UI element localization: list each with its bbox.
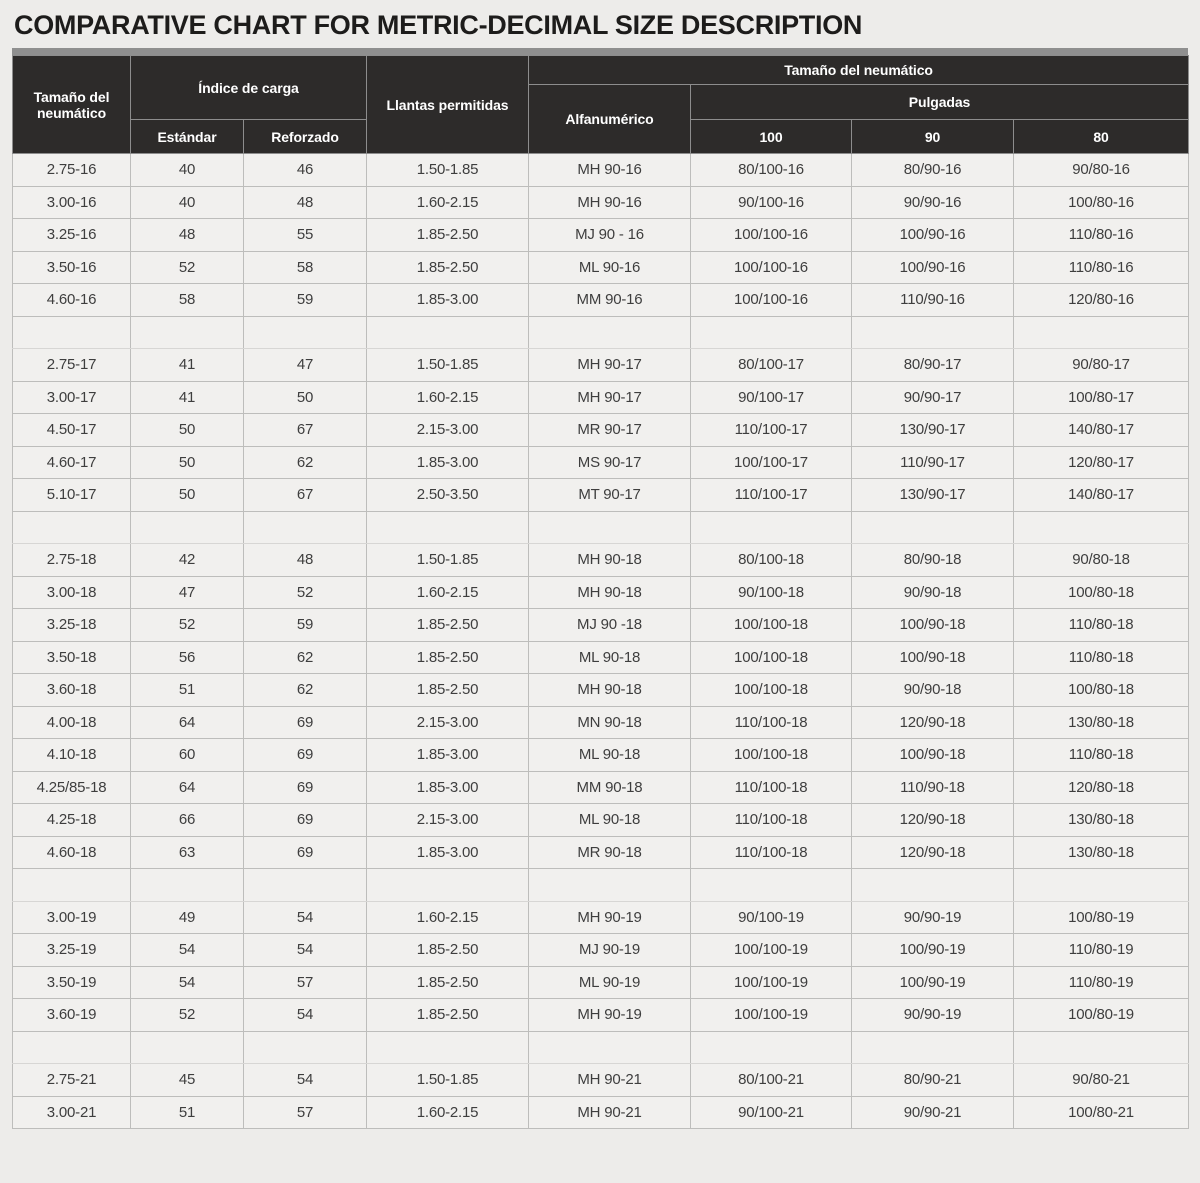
- table-cell: 4.60-18: [13, 836, 131, 869]
- table-cell: 90/80-18: [1014, 544, 1189, 577]
- table-cell: 41: [131, 381, 244, 414]
- table-cell: ML 90-16: [529, 251, 691, 284]
- header-alphanumeric: Alfanumérico: [529, 85, 691, 154]
- table-cell: 140/80-17: [1014, 414, 1189, 447]
- table-cell: 80/90-18: [852, 544, 1014, 577]
- table-row: [13, 966, 1189, 999]
- table-cell: MH 90-16: [529, 154, 691, 187]
- table-cell: 120/80-17: [1014, 446, 1189, 479]
- table-cell: 67: [244, 479, 367, 512]
- table-cell: 110/100-18: [691, 836, 852, 869]
- table-cell: 3.00-18: [13, 576, 131, 609]
- table-cell: 130/90-17: [852, 479, 1014, 512]
- empty-cell: [691, 316, 852, 349]
- header-inches: Pulgadas: [691, 85, 1189, 120]
- table-cell: 1.85-3.00: [367, 284, 529, 317]
- table-cell: 1.60-2.15: [367, 381, 529, 414]
- header-standard: Estándar: [131, 120, 244, 154]
- table-row: [13, 381, 1189, 414]
- table-cell: MH 90-18: [529, 544, 691, 577]
- table-cell: 59: [244, 609, 367, 642]
- table-cell: 54: [244, 934, 367, 967]
- table-cell: 69: [244, 804, 367, 837]
- table-cell: 1.60-2.15: [367, 901, 529, 934]
- empty-cell: [13, 316, 131, 349]
- table-cell: 46: [244, 154, 367, 187]
- table-cell: 1.85-2.50: [367, 219, 529, 252]
- table-cell: 100/100-18: [691, 641, 852, 674]
- empty-cell: [852, 316, 1014, 349]
- table-cell: 51: [131, 1096, 244, 1129]
- table-row: [13, 836, 1189, 869]
- table-cell: 80/90-17: [852, 349, 1014, 382]
- table-row: [13, 1096, 1189, 1129]
- table-cell: 51: [131, 674, 244, 707]
- table-cell: 54: [244, 999, 367, 1032]
- table-cell: 80/90-16: [852, 154, 1014, 187]
- table-cell: 100/80-17: [1014, 381, 1189, 414]
- table-cell: MH 90-19: [529, 901, 691, 934]
- table-row: [13, 771, 1189, 804]
- table-cell: 56: [131, 641, 244, 674]
- table-cell: 58: [131, 284, 244, 317]
- comparison-table: [12, 48, 1188, 1129]
- table-cell: 4.60-17: [13, 446, 131, 479]
- table-cell: 1.60-2.15: [367, 186, 529, 219]
- separator-row: [13, 316, 1189, 349]
- table-cell: 3.50-16: [13, 251, 131, 284]
- table-cell: 100/100-19: [691, 999, 852, 1032]
- table-cell: 80/90-21: [852, 1064, 1014, 1097]
- table-cell: MR 90-17: [529, 414, 691, 447]
- table-cell: 90/90-18: [852, 576, 1014, 609]
- table-cell: 52: [131, 251, 244, 284]
- table-cell: 100/90-16: [852, 251, 1014, 284]
- table-cell: 100/90-18: [852, 739, 1014, 772]
- empty-cell: [13, 869, 131, 902]
- table-cell: 58: [244, 251, 367, 284]
- table-row: [13, 641, 1189, 674]
- table-cell: 3.60-19: [13, 999, 131, 1032]
- empty-cell: [1014, 511, 1189, 544]
- table-cell: ML 90-19: [529, 966, 691, 999]
- table-cell: 90/90-16: [852, 186, 1014, 219]
- table-cell: 90/100-16: [691, 186, 852, 219]
- table-cell: 3.00-16: [13, 186, 131, 219]
- table-cell: 5.10-17: [13, 479, 131, 512]
- table-cell: 1.85-2.50: [367, 641, 529, 674]
- table-cell: 1.50-1.85: [367, 544, 529, 577]
- table-row: [13, 706, 1189, 739]
- size-comparison-table: [12, 55, 1189, 1129]
- empty-cell: [244, 316, 367, 349]
- separator-row: [13, 869, 1189, 902]
- table-cell: ML 90-18: [529, 641, 691, 674]
- table-cell: 52: [131, 999, 244, 1032]
- table-row: [13, 284, 1189, 317]
- table-cell: 2.75-17: [13, 349, 131, 382]
- table-cell: MH 90-19: [529, 999, 691, 1032]
- empty-cell: [529, 869, 691, 902]
- table-cell: 100/80-19: [1014, 999, 1189, 1032]
- empty-cell: [1014, 316, 1189, 349]
- table-row: [13, 609, 1189, 642]
- table-row: [13, 1064, 1189, 1097]
- empty-cell: [367, 316, 529, 349]
- table-row: [13, 999, 1189, 1032]
- table-cell: ML 90-18: [529, 739, 691, 772]
- table-cell: 4.60-16: [13, 284, 131, 317]
- table-cell: 3.25-18: [13, 609, 131, 642]
- table-header: [13, 56, 1189, 154]
- table-cell: 48: [131, 219, 244, 252]
- table-cell: 80/100-16: [691, 154, 852, 187]
- table-cell: 110/100-17: [691, 479, 852, 512]
- table-cell: 90/90-21: [852, 1096, 1014, 1129]
- table-cell: 1.60-2.15: [367, 576, 529, 609]
- table-cell: 57: [244, 966, 367, 999]
- table-cell: 55: [244, 219, 367, 252]
- table-cell: 1.85-2.50: [367, 674, 529, 707]
- table-cell: 1.85-3.00: [367, 739, 529, 772]
- table-row: [13, 414, 1189, 447]
- table-cell: 120/90-18: [852, 804, 1014, 837]
- table-cell: 47: [244, 349, 367, 382]
- table-cell: 54: [131, 934, 244, 967]
- table-cell: MH 90-17: [529, 349, 691, 382]
- table-cell: 100/80-16: [1014, 186, 1189, 219]
- table-cell: MT 90-17: [529, 479, 691, 512]
- table-cell: MM 90-16: [529, 284, 691, 317]
- table-cell: 110/90-17: [852, 446, 1014, 479]
- table-cell: 120/90-18: [852, 706, 1014, 739]
- empty-cell: [852, 511, 1014, 544]
- table-cell: 100/100-18: [691, 739, 852, 772]
- table-cell: 42: [131, 544, 244, 577]
- table-cell: MJ 90 -18: [529, 609, 691, 642]
- empty-cell: [691, 869, 852, 902]
- table-row: [13, 901, 1189, 934]
- table-cell: 54: [244, 901, 367, 934]
- empty-cell: [131, 1031, 244, 1064]
- table-cell: 69: [244, 771, 367, 804]
- table-row: [13, 576, 1189, 609]
- empty-cell: [529, 1031, 691, 1064]
- table-cell: 110/80-18: [1014, 609, 1189, 642]
- table-cell: 67: [244, 414, 367, 447]
- table-cell: 4.00-18: [13, 706, 131, 739]
- table-cell: 50: [131, 446, 244, 479]
- empty-cell: [13, 511, 131, 544]
- table-cell: 130/90-17: [852, 414, 1014, 447]
- table-cell: 63: [131, 836, 244, 869]
- table-cell: 48: [244, 544, 367, 577]
- header-100: 100: [691, 120, 852, 154]
- empty-cell: [367, 511, 529, 544]
- table-cell: 100/90-19: [852, 966, 1014, 999]
- empty-cell: [852, 1031, 1014, 1064]
- table-cell: 120/80-16: [1014, 284, 1189, 317]
- empty-cell: [131, 869, 244, 902]
- table-cell: 110/80-18: [1014, 641, 1189, 674]
- table-cell: 110/80-16: [1014, 251, 1189, 284]
- table-cell: 1.85-3.00: [367, 771, 529, 804]
- table-cell: 40: [131, 186, 244, 219]
- table-cell: 90/90-19: [852, 901, 1014, 934]
- table-cell: 47: [131, 576, 244, 609]
- table-cell: 100/100-18: [691, 674, 852, 707]
- table-cell: 1.50-1.85: [367, 1064, 529, 1097]
- table-cell: 110/80-19: [1014, 934, 1189, 967]
- table-cell: 100/100-18: [691, 609, 852, 642]
- table-cell: 100/100-19: [691, 966, 852, 999]
- table-cell: 54: [244, 1064, 367, 1097]
- table-cell: 69: [244, 739, 367, 772]
- table-cell: 110/90-16: [852, 284, 1014, 317]
- table-cell: MR 90-18: [529, 836, 691, 869]
- table-cell: 45: [131, 1064, 244, 1097]
- separator-row: [13, 1031, 1189, 1064]
- table-cell: 1.85-2.50: [367, 609, 529, 642]
- table-cell: 140/80-17: [1014, 479, 1189, 512]
- table-cell: 4.25-18: [13, 804, 131, 837]
- table-cell: 54: [131, 966, 244, 999]
- table-cell: 130/80-18: [1014, 836, 1189, 869]
- table-cell: 100/100-16: [691, 251, 852, 284]
- table-cell: 100/90-18: [852, 641, 1014, 674]
- empty-cell: [1014, 869, 1189, 902]
- table-cell: 90/90-17: [852, 381, 1014, 414]
- table-cell: 90/100-19: [691, 901, 852, 934]
- table-cell: MM 90-18: [529, 771, 691, 804]
- empty-cell: [13, 1031, 131, 1064]
- header-tire-size-metric: Tamaño del neumático: [13, 56, 131, 154]
- table-cell: 50: [244, 381, 367, 414]
- table-row: [13, 804, 1189, 837]
- table-cell: 3.50-19: [13, 966, 131, 999]
- table-cell: 120/90-18: [852, 836, 1014, 869]
- table-cell: 90/80-16: [1014, 154, 1189, 187]
- table-cell: 64: [131, 706, 244, 739]
- empty-cell: [244, 1031, 367, 1064]
- table-cell: MH 90-21: [529, 1064, 691, 1097]
- table-cell: 3.25-19: [13, 934, 131, 967]
- table-cell: 100/100-19: [691, 934, 852, 967]
- table-cell: 90/90-18: [852, 674, 1014, 707]
- table-cell: 41: [131, 349, 244, 382]
- table-cell: 100/100-16: [691, 219, 852, 252]
- table-cell: 50: [131, 414, 244, 447]
- table-cell: 110/100-18: [691, 771, 852, 804]
- table-row: [13, 544, 1189, 577]
- table-cell: 100/80-21: [1014, 1096, 1189, 1129]
- table-cell: 48: [244, 186, 367, 219]
- table-cell: 4.25/85-18: [13, 771, 131, 804]
- table-row: [13, 186, 1189, 219]
- table-cell: 52: [244, 576, 367, 609]
- empty-cell: [529, 511, 691, 544]
- header-reinforced: Reforzado: [244, 120, 367, 154]
- table-cell: 50: [131, 479, 244, 512]
- header-90: 90: [852, 120, 1014, 154]
- table-cell: 52: [131, 609, 244, 642]
- table-cell: 90/90-19: [852, 999, 1014, 1032]
- empty-cell: [367, 869, 529, 902]
- table-cell: MJ 90 - 16: [529, 219, 691, 252]
- table-row: [13, 934, 1189, 967]
- header-80: 80: [1014, 120, 1189, 154]
- table-cell: 3.00-17: [13, 381, 131, 414]
- separator-row: [13, 511, 1189, 544]
- empty-cell: [367, 1031, 529, 1064]
- table-cell: 3.60-18: [13, 674, 131, 707]
- header-tire-size: Tamaño del neumático: [529, 56, 1189, 85]
- table-cell: 59: [244, 284, 367, 317]
- header-allowed-rims: Llantas permitidas: [367, 56, 529, 154]
- table-cell: 90/100-18: [691, 576, 852, 609]
- empty-cell: [244, 869, 367, 902]
- table-cell: 100/90-16: [852, 219, 1014, 252]
- table-cell: 3.25-16: [13, 219, 131, 252]
- table-cell: 49: [131, 901, 244, 934]
- table-cell: 60: [131, 739, 244, 772]
- table-cell: 100/100-17: [691, 446, 852, 479]
- table-cell: 110/100-18: [691, 706, 852, 739]
- table-row: [13, 219, 1189, 252]
- table-cell: 1.85-2.50: [367, 934, 529, 967]
- table-row: [13, 479, 1189, 512]
- empty-cell: [691, 511, 852, 544]
- table-cell: 80/100-17: [691, 349, 852, 382]
- table-cell: 1.85-2.50: [367, 999, 529, 1032]
- table-cell: MH 90-21: [529, 1096, 691, 1129]
- table-cell: MH 90-16: [529, 186, 691, 219]
- table-cell: 1.60-2.15: [367, 1096, 529, 1129]
- table-cell: ML 90-18: [529, 804, 691, 837]
- table-row: [13, 251, 1189, 284]
- table-cell: 2.75-16: [13, 154, 131, 187]
- table-cell: 110/100-18: [691, 804, 852, 837]
- table-cell: 1.50-1.85: [367, 349, 529, 382]
- table-cell: 100/80-18: [1014, 576, 1189, 609]
- table-cell: 2.75-21: [13, 1064, 131, 1097]
- table-row: [13, 154, 1189, 187]
- table-cell: 90/100-21: [691, 1096, 852, 1129]
- table-cell: 90/80-21: [1014, 1064, 1189, 1097]
- table-cell: 130/80-18: [1014, 804, 1189, 837]
- table-cell: 4.10-18: [13, 739, 131, 772]
- table-cell: 3.00-21: [13, 1096, 131, 1129]
- table-cell: 110/80-16: [1014, 219, 1189, 252]
- table-cell: 2.15-3.00: [367, 804, 529, 837]
- table-cell: 100/100-16: [691, 284, 852, 317]
- table-cell: 2.75-18: [13, 544, 131, 577]
- table-cell: MH 90-17: [529, 381, 691, 414]
- table-cell: 40: [131, 154, 244, 187]
- empty-cell: [1014, 1031, 1189, 1064]
- table-cell: MH 90-18: [529, 674, 691, 707]
- table-cell: 62: [244, 641, 367, 674]
- table-cell: 2.15-3.00: [367, 706, 529, 739]
- table-cell: 1.85-3.00: [367, 836, 529, 869]
- table-cell: 1.85-3.00: [367, 446, 529, 479]
- table-row: [13, 739, 1189, 772]
- table-cell: 69: [244, 706, 367, 739]
- table-cell: 110/80-18: [1014, 739, 1189, 772]
- empty-cell: [691, 1031, 852, 1064]
- table-cell: 3.00-19: [13, 901, 131, 934]
- table-cell: 80/100-21: [691, 1064, 852, 1097]
- table-cell: 110/80-19: [1014, 966, 1189, 999]
- table-body: [13, 154, 1189, 1129]
- table-cell: 66: [131, 804, 244, 837]
- table-cell: 1.50-1.85: [367, 154, 529, 187]
- table-cell: MN 90-18: [529, 706, 691, 739]
- table-cell: 62: [244, 674, 367, 707]
- table-cell: 100/80-19: [1014, 901, 1189, 934]
- header-load-index: Índice de carga: [131, 56, 367, 120]
- table-cell: 110/90-18: [852, 771, 1014, 804]
- table-cell: 130/80-18: [1014, 706, 1189, 739]
- header-row-1: [13, 56, 1189, 85]
- table-cell: 64: [131, 771, 244, 804]
- table-cell: 120/80-18: [1014, 771, 1189, 804]
- table-cell: 2.15-3.00: [367, 414, 529, 447]
- table-cell: MS 90-17: [529, 446, 691, 479]
- table-cell: 62: [244, 446, 367, 479]
- table-cell: MH 90-18: [529, 576, 691, 609]
- table-row: [13, 349, 1189, 382]
- table-row: [13, 674, 1189, 707]
- empty-cell: [852, 869, 1014, 902]
- table-cell: 80/100-18: [691, 544, 852, 577]
- table-cell: 4.50-17: [13, 414, 131, 447]
- table-cell: 1.85-2.50: [367, 251, 529, 284]
- table-cell: 90/100-17: [691, 381, 852, 414]
- empty-cell: [529, 316, 691, 349]
- table-cell: 3.50-18: [13, 641, 131, 674]
- table-cell: 100/80-18: [1014, 674, 1189, 707]
- empty-cell: [131, 511, 244, 544]
- table-cell: 1.85-2.50: [367, 966, 529, 999]
- table-cell: 90/80-17: [1014, 349, 1189, 382]
- table-cell: 100/90-18: [852, 609, 1014, 642]
- empty-cell: [131, 316, 244, 349]
- table-cell: 2.50-3.50: [367, 479, 529, 512]
- table-cell: MJ 90-19: [529, 934, 691, 967]
- table-cell: 69: [244, 836, 367, 869]
- table-cell: 100/90-19: [852, 934, 1014, 967]
- table-cell: 57: [244, 1096, 367, 1129]
- table-cell: 110/100-17: [691, 414, 852, 447]
- table-row: [13, 446, 1189, 479]
- table-top-strip: [12, 48, 1188, 55]
- empty-cell: [244, 511, 367, 544]
- page-title: COMPARATIVE CHART FOR METRIC-DECIMAL SIZE DESCRIPTION: [14, 10, 863, 40]
